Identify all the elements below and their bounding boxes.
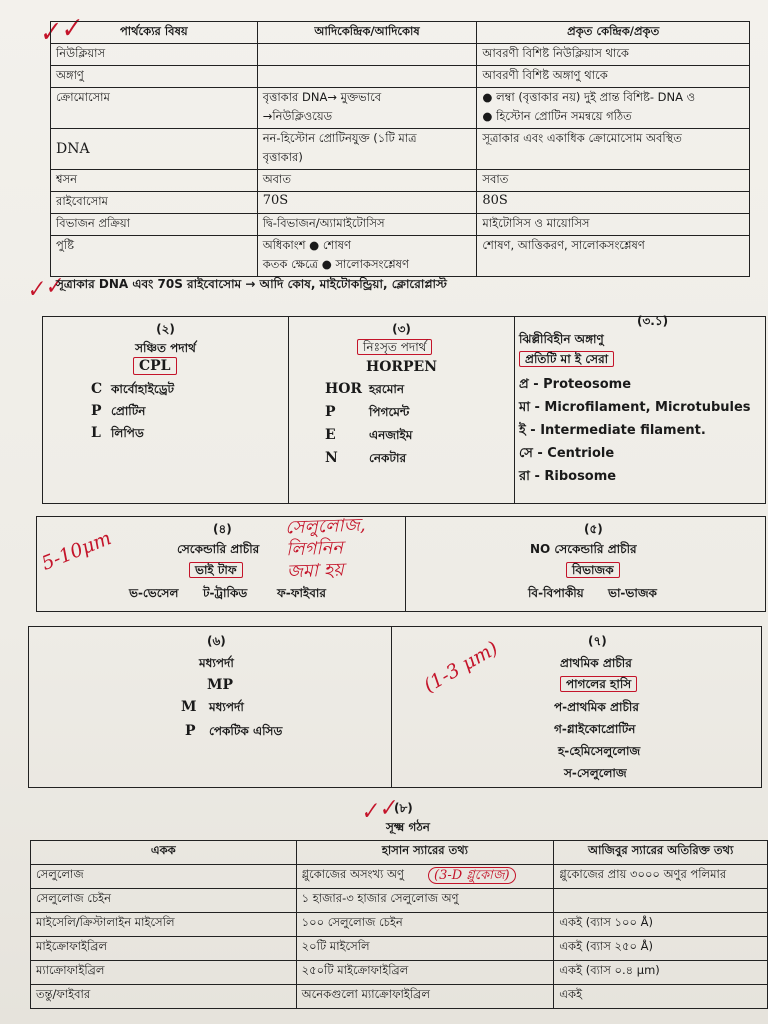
- table-cell: রাইবোসোম: [51, 192, 258, 214]
- col-header-prokaryote: আদিকেন্দ্রিক/আদিকোষ: [257, 22, 477, 44]
- table-cell: অবাত: [257, 170, 477, 192]
- table-row: [51, 236, 750, 277]
- check-mark-3: ✓✓: [358, 794, 399, 827]
- table-row: [31, 961, 768, 985]
- handwritten-note-size: 5-10μm: [38, 527, 115, 575]
- table-row: [31, 985, 768, 1009]
- mnemonic-box: [519, 351, 614, 371]
- section-number: (৩): [392, 322, 411, 336]
- list-item: স-সেলুলোজ: [564, 766, 627, 780]
- table-row: [51, 88, 750, 129]
- comparison-header-row: [51, 22, 750, 44]
- list-item: [91, 403, 145, 423]
- list-item: [181, 699, 244, 719]
- table-cell: পুষ্টি: [51, 236, 258, 277]
- stored-material-section: [43, 317, 289, 503]
- table-row: [51, 192, 750, 214]
- col-header-hasan: হাসান স্যারের তথ্য: [296, 841, 554, 865]
- list-key: L: [91, 425, 101, 441]
- table-cell: একই: [554, 985, 768, 1009]
- mnemonic-box: [560, 676, 637, 696]
- list-item: [91, 425, 144, 445]
- table-cell: সবাত: [477, 170, 750, 192]
- table-cell: গ্লুকোজের অসংখ্য অণু: [296, 865, 554, 889]
- list-key: E: [325, 427, 336, 443]
- list-item: [325, 404, 409, 424]
- table-cell: নন-হিস্টোন প্রোটিনযুক্ত (১টি মাত্র বৃত্তাকার): [257, 129, 477, 170]
- mnemonic-code-text: CPL: [133, 357, 177, 375]
- list-item: [91, 381, 174, 401]
- section-number: (৫): [584, 522, 603, 536]
- table-cell: ● লম্বা (বৃত্তাকার নয়) দুই প্রান্ত বিশিষ্ট- DNA ও ● হিস্টোন প্রোটিন সমন্বয়ে গঠিত: [477, 88, 750, 129]
- list-item: বি-বিপাকীয়: [528, 586, 584, 600]
- table-cell: শোষণ, আত্তিকরণ, সালোকসংশ্লেষণ: [477, 236, 750, 277]
- list-key: P: [91, 403, 102, 419]
- list-item: রা - Ribosome: [519, 469, 617, 484]
- section-title: প্রাথমিক প্রাচীর: [560, 656, 632, 670]
- table-row: [51, 44, 750, 66]
- list-key: C: [91, 381, 103, 397]
- secondary-wall-box: [36, 516, 766, 612]
- list-value: পিগমেন্ট: [369, 405, 410, 419]
- handwritten-note-primary-size: (1-3 μm): [419, 637, 502, 697]
- list-item: গ-গ্লাইকোপ্রোটিন: [554, 722, 636, 736]
- section-8-number: (৮): [394, 801, 413, 815]
- table-cell: সেলুলোজ চেইন: [31, 889, 297, 913]
- stored-secreted-box: [42, 316, 766, 504]
- list-value: লিপিড: [111, 426, 144, 440]
- table-row: [51, 66, 750, 88]
- list-value: এনজাইম: [369, 428, 413, 442]
- table-cell: সেলুলোজ: [31, 865, 297, 889]
- section-8-title: সূক্ষ্ম গঠন: [386, 820, 430, 834]
- table-cell: দ্বি-বিভাজন/অ্যামাইটোসিস: [257, 214, 477, 236]
- list-value: হরমোন: [369, 382, 405, 396]
- section-title: সেকেন্ডারি প্রাচীর: [177, 542, 260, 556]
- table-cell: একই (ব্যাস ১০০ Å): [554, 913, 768, 937]
- list-key: P: [185, 723, 196, 739]
- list-item: হ-হেমিসেলুলোজ: [558, 744, 641, 758]
- section-title: NO সেকেন্ডারি প্রাচীর: [530, 542, 637, 556]
- table-cell: অধিকাংশ ● শোষণ কতক ক্ষেত্রে ● সালোকসংশ্লেষণ: [257, 236, 477, 277]
- table-cell: সূত্রাকার এবং একাধিক ক্রোমোসোম অবস্থিত: [477, 129, 750, 170]
- list-key: M: [181, 699, 197, 715]
- table-cell: শ্বসন: [51, 170, 258, 192]
- col-header-unit: একক: [31, 841, 297, 865]
- table-cell: একই (ব্যাস ২৫০ Å): [554, 937, 768, 961]
- table-row: [51, 214, 750, 236]
- mnemonic-text: পাগলের হাসি: [560, 676, 637, 692]
- list-item: প্র - Proteosome: [519, 377, 632, 392]
- mnemonic-code: HORPEN: [365, 359, 438, 375]
- middle-lamella-section: [29, 627, 392, 787]
- table-cell: অঙ্গাণু: [51, 66, 258, 88]
- fine-structure-header-row: [31, 841, 768, 865]
- fine-structure-table: [30, 840, 768, 1009]
- no-secondary-wall-section: [406, 517, 765, 611]
- table-cell: তন্তু/ফাইবার: [31, 985, 297, 1009]
- list-item: [185, 723, 282, 743]
- list-item: ফ-ফাইবার: [277, 586, 327, 600]
- table-row: [31, 937, 768, 961]
- mnemonic-box: [189, 562, 243, 582]
- table-cell: আবরণী বিশিষ্ট অঙ্গাণু থাকে: [477, 66, 750, 88]
- section-number: (৭): [588, 634, 607, 648]
- table-cell: ক্রোমোসোম: [51, 88, 258, 129]
- list-value: নেকটার: [369, 451, 407, 465]
- mnemonic-text: প্রতিটি মা ই সেরা: [519, 351, 614, 367]
- col-header-topic: পার্থক্যের বিষয়: [51, 22, 258, 44]
- table-cell: আবরণী বিশিষ্ট নিউক্লিয়াস থাকে: [477, 44, 750, 66]
- table-row: [31, 913, 768, 937]
- section-title: নিঃসৃত পদার্থ: [357, 339, 432, 355]
- middle-lamella-primary-wall-box: [28, 626, 762, 788]
- mnemonic-text: বিভাজক: [566, 562, 620, 578]
- primary-wall-section: [392, 627, 761, 787]
- list-item: ই - Intermediate filament.: [519, 423, 706, 438]
- list-value: মধ্যপর্দা: [209, 700, 244, 714]
- table-cell: গ্লুকোজের প্রায় ৩০০০ অণুর পলিমার: [554, 865, 768, 889]
- list-item: [325, 450, 406, 470]
- list-value: প্রোটিন: [111, 404, 146, 418]
- mnemonic-code: [133, 358, 177, 374]
- table-cell: একই (ব্যাস ০.৪ μm): [554, 961, 768, 985]
- col-header-eukaryote: প্রকৃত কেন্দ্রিক/প্রকৃত: [477, 22, 750, 44]
- list-value: কার্বোহাইড্রেট: [111, 382, 175, 396]
- table-cell: মাইক্রোফাইব্রিল: [31, 937, 297, 961]
- section-number: (৩.১): [637, 314, 669, 328]
- table-cell: মাইটোসিস ও মায়োসিস: [477, 214, 750, 236]
- table-cell: অনেকগুলো ম্যাক্রোফাইব্রিল: [296, 985, 554, 1009]
- table-cell: 70S: [257, 192, 477, 214]
- section-number: (৪): [213, 522, 232, 536]
- table-cell: [257, 44, 477, 66]
- section-title: ঝিল্লীবিহীন অঙ্গাণু: [519, 332, 604, 346]
- list-item: [325, 381, 404, 401]
- list-item: [325, 427, 412, 447]
- table-cell: বৃত্তাকার DNA→ মুক্তভাবে →নিউক্লিওয়েড: [257, 88, 477, 129]
- table-row: [51, 129, 750, 170]
- table-cell: মাইসেলি/ক্রিস্টালাইন মাইসেলি: [31, 913, 297, 937]
- list-item: ভা-ভাজক: [608, 586, 657, 600]
- list-key: N: [325, 450, 338, 466]
- table-cell: ১ হাজার-৩ হাজার সেলুলোজ অণু: [296, 889, 554, 913]
- list-key: HOR: [325, 381, 363, 397]
- table-cell: নিউক্লিয়াস: [51, 44, 258, 66]
- list-item: প-প্রাথমিক প্রাচীর: [554, 700, 639, 714]
- section-title-box: [357, 339, 432, 359]
- section-title: মধ্যপর্দা: [199, 656, 234, 670]
- list-item: ভ-ভেসেল: [129, 586, 179, 600]
- list-item: মা - Microfilament, Microtubules: [519, 400, 751, 415]
- handwritten-note-deposits: সেলুলোজ, লিগনিন জমা হয়: [284, 514, 366, 583]
- mnemonic-text: ভাই টাফ: [189, 562, 243, 578]
- table-cell: ২৫০টি মাইক্রোফাইব্রিল: [296, 961, 554, 985]
- table-cell: DNA: [51, 129, 258, 170]
- mnemonic-box: [566, 562, 620, 582]
- handwritten-note-glucose: [428, 866, 516, 887]
- section-number: (৬): [207, 634, 226, 648]
- table-cell: 80S: [477, 192, 750, 214]
- secreted-material-section: [289, 317, 515, 503]
- list-value: পেকটিক এসিড: [209, 724, 283, 738]
- table-cell: [257, 66, 477, 88]
- membraneless-organelle-section: [515, 314, 765, 503]
- section-title: সঞ্চিত পদার্থ: [135, 341, 196, 355]
- table-row: [51, 170, 750, 192]
- list-item: ট-ট্রাকিড: [203, 586, 248, 600]
- comparison-table: [50, 21, 750, 277]
- table-cell: ম্যাক্রোফাইব্রিল: [31, 961, 297, 985]
- table-row: [31, 865, 768, 889]
- check-mark-1: ✓✓: [35, 12, 84, 50]
- prokaryote-origin-note: সূত্রাকার DNA এবং 70S রাইবোসোম → আদি কোষ, মাইটোকন্ড্রিয়া, ক্লোরোপ্লাস্ট: [56, 277, 447, 291]
- section-number: (২): [156, 322, 175, 336]
- table-cell: [554, 889, 768, 913]
- mnemonic-code: MP: [207, 677, 234, 693]
- list-key: P: [325, 404, 336, 420]
- list-item: সে - Centriole: [519, 446, 615, 461]
- col-header-ajibur: আজিবুর স্যারের অতিরিক্ত তথ্য: [554, 841, 768, 865]
- table-row: [31, 889, 768, 913]
- check-mark-2: ✓✓: [24, 272, 65, 305]
- table-cell: ২০টি মাইসেলি: [296, 937, 554, 961]
- handwritten-note-glucose-text: (3-D গ্লুকোজ): [428, 867, 516, 884]
- table-cell: বিভাজন প্রক্রিয়া: [51, 214, 258, 236]
- table-cell: ১০০ সেলুলোজ চেইন: [296, 913, 554, 937]
